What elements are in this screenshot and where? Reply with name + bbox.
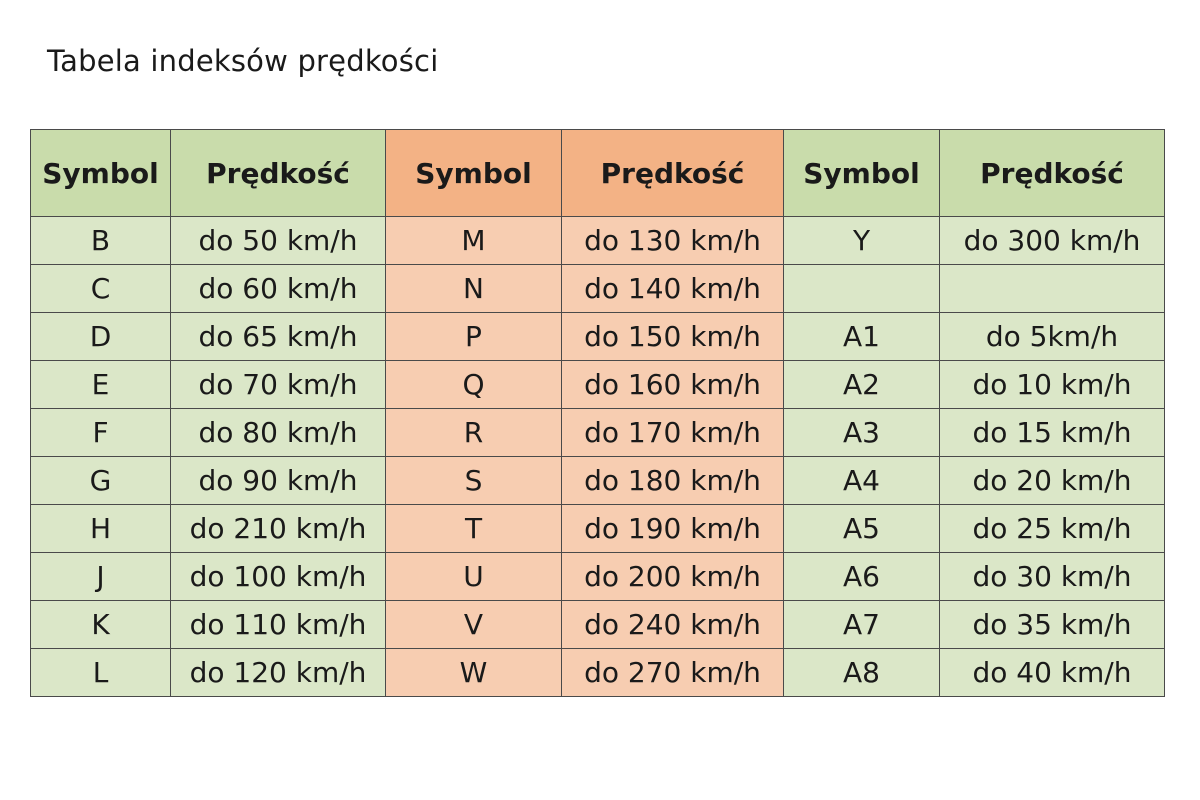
cell-speed-2: do 240 km/h [562,601,784,649]
cell-speed-2: do 160 km/h [562,361,784,409]
cell-speed-2: do 200 km/h [562,553,784,601]
cell-symbol-3: A6 [784,553,940,601]
cell-symbol-1: K [31,601,171,649]
header-symbol-2: Symbol [386,130,562,217]
speed-index-table [30,129,1165,697]
cell-speed-1: do 100 km/h [171,553,386,601]
header-speed-3: Prędkość [940,130,1165,217]
cell-symbol-2: S [386,457,562,505]
cell-speed-1: do 50 km/h [171,217,386,265]
cell-symbol-1: L [31,649,171,697]
table-row [31,217,1165,265]
cell-speed-3: do 25 km/h [940,505,1165,553]
cell-speed-1: do 80 km/h [171,409,386,457]
cell-symbol-3: A2 [784,361,940,409]
cell-symbol-1: E [31,361,171,409]
table-row [31,409,1165,457]
cell-speed-3: do 35 km/h [940,601,1165,649]
cell-symbol-3 [784,265,940,313]
cell-speed-2: do 170 km/h [562,409,784,457]
cell-symbol-1: H [31,505,171,553]
cell-speed-2: do 180 km/h [562,457,784,505]
cell-speed-1: do 120 km/h [171,649,386,697]
table-row [31,313,1165,361]
cell-symbol-2: Q [386,361,562,409]
cell-speed-2: do 190 km/h [562,505,784,553]
cell-symbol-1: B [31,217,171,265]
cell-symbol-3: A4 [784,457,940,505]
table-row [31,265,1165,313]
cell-speed-1: do 70 km/h [171,361,386,409]
cell-speed-3: do 30 km/h [940,553,1165,601]
cell-symbol-2: U [386,553,562,601]
cell-speed-3 [940,265,1165,313]
cell-symbol-2: W [386,649,562,697]
cell-symbol-2: R [386,409,562,457]
cell-symbol-2: M [386,217,562,265]
cell-speed-3: do 15 km/h [940,409,1165,457]
table-row [31,553,1165,601]
table-row [31,505,1165,553]
header-speed-1: Prędkość [171,130,386,217]
cell-symbol-3: A1 [784,313,940,361]
cell-symbol-3: A8 [784,649,940,697]
cell-symbol-3: A3 [784,409,940,457]
header-symbol-3: Symbol [784,130,940,217]
cell-speed-1: do 110 km/h [171,601,386,649]
table-row [31,649,1165,697]
cell-symbol-1: G [31,457,171,505]
cell-speed-3: do 20 km/h [940,457,1165,505]
cell-speed-1: do 90 km/h [171,457,386,505]
cell-speed-1: do 60 km/h [171,265,386,313]
cell-speed-3: do 5km/h [940,313,1165,361]
cell-speed-1: do 65 km/h [171,313,386,361]
header-speed-2: Prędkość [562,130,784,217]
cell-speed-2: do 150 km/h [562,313,784,361]
header-symbol-1: Symbol [31,130,171,217]
table-row [31,457,1165,505]
cell-speed-1: do 210 km/h [171,505,386,553]
cell-speed-2: do 270 km/h [562,649,784,697]
cell-symbol-1: J [31,553,171,601]
cell-symbol-1: D [31,313,171,361]
table-row [31,361,1165,409]
cell-symbol-3: A5 [784,505,940,553]
cell-symbol-2: P [386,313,562,361]
cell-symbol-2: V [386,601,562,649]
cell-speed-2: do 130 km/h [562,217,784,265]
page-title: Tabela indeksów prędkości [47,44,439,78]
table-body [31,217,1165,697]
cell-symbol-1: C [31,265,171,313]
cell-symbol-2: T [386,505,562,553]
table-header-row [31,130,1165,217]
table-row [31,601,1165,649]
cell-symbol-1: F [31,409,171,457]
cell-symbol-3: A7 [784,601,940,649]
cell-speed-2: do 140 km/h [562,265,784,313]
cell-symbol-2: N [386,265,562,313]
cell-symbol-3: Y [784,217,940,265]
cell-speed-3: do 10 km/h [940,361,1165,409]
cell-speed-3: do 40 km/h [940,649,1165,697]
cell-speed-3: do 300 km/h [940,217,1165,265]
